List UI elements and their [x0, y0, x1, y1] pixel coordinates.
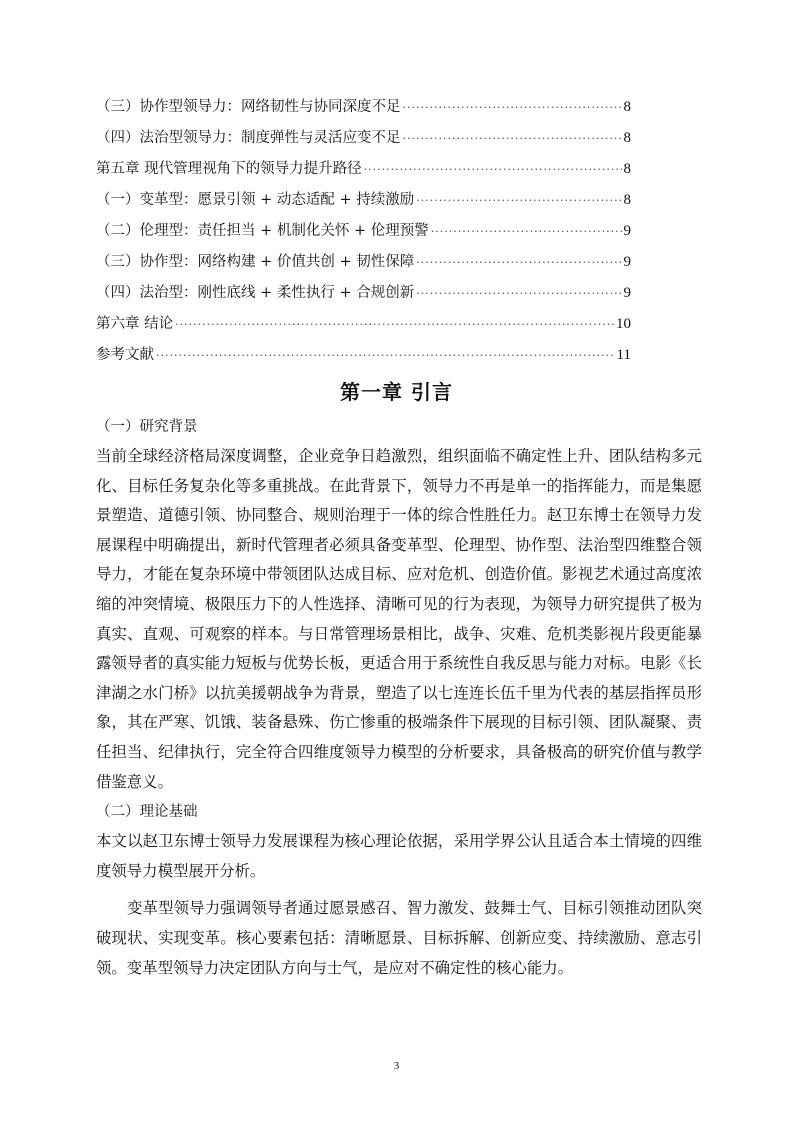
toc-entry[interactable] [96, 123, 631, 154]
toc-entry-title: （三）协作型领导力：网络韧性与协同深度不足 [96, 99, 401, 115]
background-paragraph: 当前全球经济格局深度调整，企业竞争日趋激烈，组织面临不确定性上升、团队结构多元化、目标任务复杂化等多重挑战。在此背景下，领导力不再是单一的指挥能力，而是集愿景塑造、道德引领、协同整合、规则治理于一体的综合性胜任力。赵卫东博士在领导力发展课程中明确提出，新时代管理者必须具备变革型、伦理型、协作型、法治型四维整合领导力，才能在复杂环境中带领团队达成目标、应对危机、创造价值。影视艺术通过高度浓缩的冲突情境、极限压力下的人性选择、清晰可见的行为表现，为领导力研究提供了极为真实、直观、可观察的样本。与日常管理场景相比，战争、灾难、危机类影视片段更能暴露领导者的真实能力短板与优势长板，更适合用于系统性自我反思与能力对标。电影《长津湖之水门桥》以抗美援朝战争为背景，塑造了以七连连长伍千里为代表的基层指挥员形象，其在严寒、饥饿、装备悬殊、伤亡惨重的极端条件下展现的目标引领、团队凝聚、责任担当、纪律执行，完全符合四维度领导力模型的分析要求，具备极高的研究价值与教学借鉴意义。 [96, 447, 702, 791]
toc-leader-dots [416, 278, 621, 309]
toc-entry-title: （四）法治型：刚性底线 + 柔性执行 + 合规创新 [96, 285, 415, 301]
page-number: 3 [393, 1060, 400, 1072]
section-heading-background: （一）研究背景 [96, 419, 198, 435]
transformational-paragraph: 变革型领导力强调领导者通过愿景感召、智力激发、鼓舞士气、目标引领推动团队突破现状、实现变革。核心要素包括：清晰愿景、目标拆解、创新应变、持续激励、意志引领。变革型领导力决定团队方向与士气，是应对不确定性的核心能力。 [96, 899, 702, 977]
toc-entry-title: 参考文献 [96, 347, 154, 363]
toc-leader-dots [431, 216, 622, 247]
toc-leader-dots [403, 123, 622, 154]
toc-entry-title: （二）伦理型：责任担当 + 机制化关怀 + 伦理预警 [96, 223, 429, 239]
toc-leader-dots [403, 92, 622, 123]
section-heading-theory: （二）理论基础 [96, 804, 198, 821]
toc-entry-title: 第六章 结论 [96, 316, 174, 332]
toc-entry-title: 第五章 现代管理视角下的领导力提升路径 [96, 161, 362, 177]
toc-leader-dots [175, 309, 614, 340]
toc-entry[interactable] [96, 92, 631, 123]
toc-leader-dots [156, 340, 615, 371]
toc-leader-dots [416, 185, 621, 216]
toc-entry-page: 9 [623, 254, 631, 270]
toc-entry-page: 9 [623, 223, 631, 239]
toc-entry-page: 11 [616, 347, 631, 363]
toc-entry[interactable] [96, 340, 631, 371]
toc-entry-title: （四）法治型领导力：制度弹性与灵活应变不足 [96, 130, 401, 146]
toc-entry[interactable] [96, 309, 631, 340]
toc-leader-dots [364, 154, 622, 185]
toc-entry[interactable] [96, 278, 631, 309]
toc-entry-title: （三）协作型：网络构建 + 价值共创 + 韧性保障 [96, 254, 415, 270]
toc-entry-page: 8 [623, 192, 631, 208]
toc-leader-dots [416, 247, 621, 278]
chapter-body [96, 412, 702, 983]
toc-entry-title: （一）变革型：愿景引领 + 动态适配 + 持续激励 [96, 192, 415, 208]
toc-entry-page: 9 [623, 285, 631, 301]
toc-entry-page: 8 [623, 161, 631, 177]
table-of-contents [96, 92, 631, 371]
theory-paragraph: 本文以赵卫东博士领导力发展课程为核心理论依据，采用学界公认且适合本土情境的四维度领导力模型展开分析。 [96, 832, 702, 880]
toc-entry-page: 8 [623, 130, 631, 146]
chapter-title: 第一章 引言 [340, 380, 453, 404]
toc-entry-page: 10 [616, 316, 631, 332]
toc-entry-page: 8 [623, 99, 631, 115]
toc-entry[interactable] [96, 154, 631, 185]
toc-entry[interactable] [96, 247, 631, 278]
toc-entry[interactable] [96, 216, 631, 247]
toc-entry[interactable] [96, 185, 631, 216]
